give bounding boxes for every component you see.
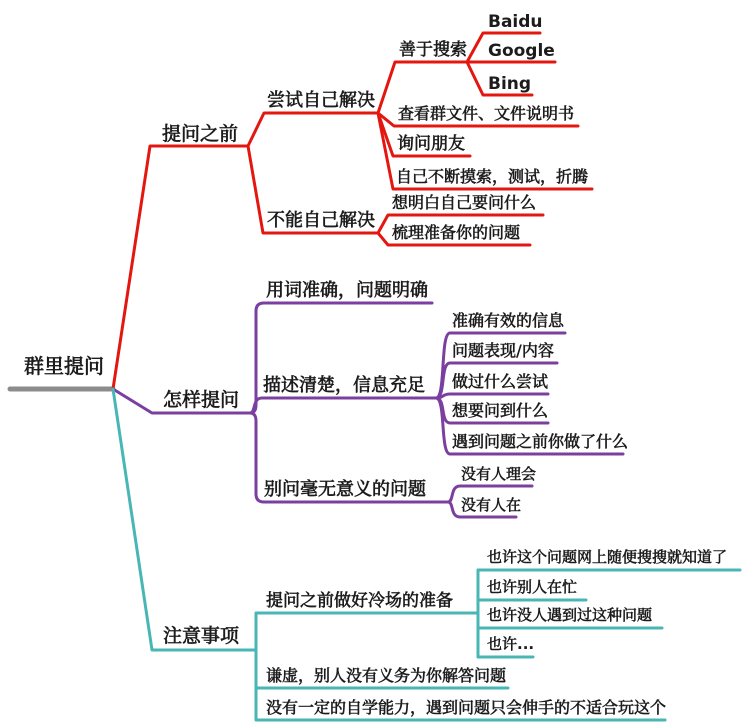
node-attempts-made[interactable]: 做过什么尝试 [452,372,549,391]
node-clear-description[interactable]: 描述清楚，信息充足 [263,375,425,396]
node-google[interactable]: Google [488,41,555,61]
node-maybe-searchable[interactable]: 也许这个问题网上随便搜搜就知道了 [487,548,728,566]
node-problem-symptom[interactable]: 问题表现/内容 [452,341,554,360]
node-good-at-search[interactable]: 善于搜索 [399,40,467,60]
node-root[interactable]: 群里提问 [24,354,104,378]
notes-trunk [250,613,263,720]
branch-line-try-solve-yourself [248,113,378,146]
node-prepare-your-question[interactable]: 梳理准备你的问题 [392,223,521,242]
node-try-solve-yourself[interactable]: 尝试自己解决 [267,90,375,111]
node-self-learning-required[interactable]: 没有一定的自学能力，遇到问题只会伸手的不适合玩这个 [266,698,667,717]
node-ask-friends[interactable]: 询问朋友 [397,134,465,154]
node-what-to-ask[interactable]: 想要问到什么 [452,401,549,420]
node-baidu[interactable]: Baidu [488,12,543,32]
node-no-one-around[interactable]: 没有人在 [461,496,522,514]
node-precise-wording[interactable]: 用词准确，问题明确 [266,280,428,301]
node-be-humble[interactable]: 谦虚，别人没有义务为你解答问题 [266,666,507,685]
node-figure-out-what-to-ask[interactable]: 想明白自己要问什么 [392,193,537,212]
branch-line-notes [113,389,250,650]
node-cannot-solve-yourself[interactable]: 不能自己解决 [267,210,375,231]
node-notes[interactable]: 注意事项 [163,625,240,647]
node-maybe-more[interactable]: 也许... [487,635,535,653]
node-before-asking[interactable]: 提问之前 [162,123,239,145]
node-accurate-info[interactable]: 准确有效的信息 [452,311,565,330]
node-dont-ask-meaningless[interactable]: 别问毫无意义的问题 [264,479,426,500]
node-what-you-did-before[interactable]: 遇到问题之前你做了什么 [452,432,629,451]
branch-line-before-asking [113,146,248,389]
node-no-one-responds[interactable]: 没有人理会 [461,465,537,483]
node-maybe-busy[interactable]: 也许别人在忙 [487,578,578,596]
node-bing[interactable]: Bing [488,74,532,94]
branch-line-clear-description [250,398,436,413]
node-prepare-for-silence[interactable]: 提问之前做好冷场的准备 [266,591,453,611]
node-check-group-files[interactable]: 查看群文件、文件说明书 [398,104,575,123]
node-maybe-no-one-met[interactable]: 也许没人遇到过这种问题 [487,606,653,624]
branch-line-attempts-made [436,394,548,398]
node-keep-exploring[interactable]: 自己不断摸索，测试，折腾 [396,167,589,186]
node-how-to-ask[interactable]: 怎样提问 [163,389,240,411]
